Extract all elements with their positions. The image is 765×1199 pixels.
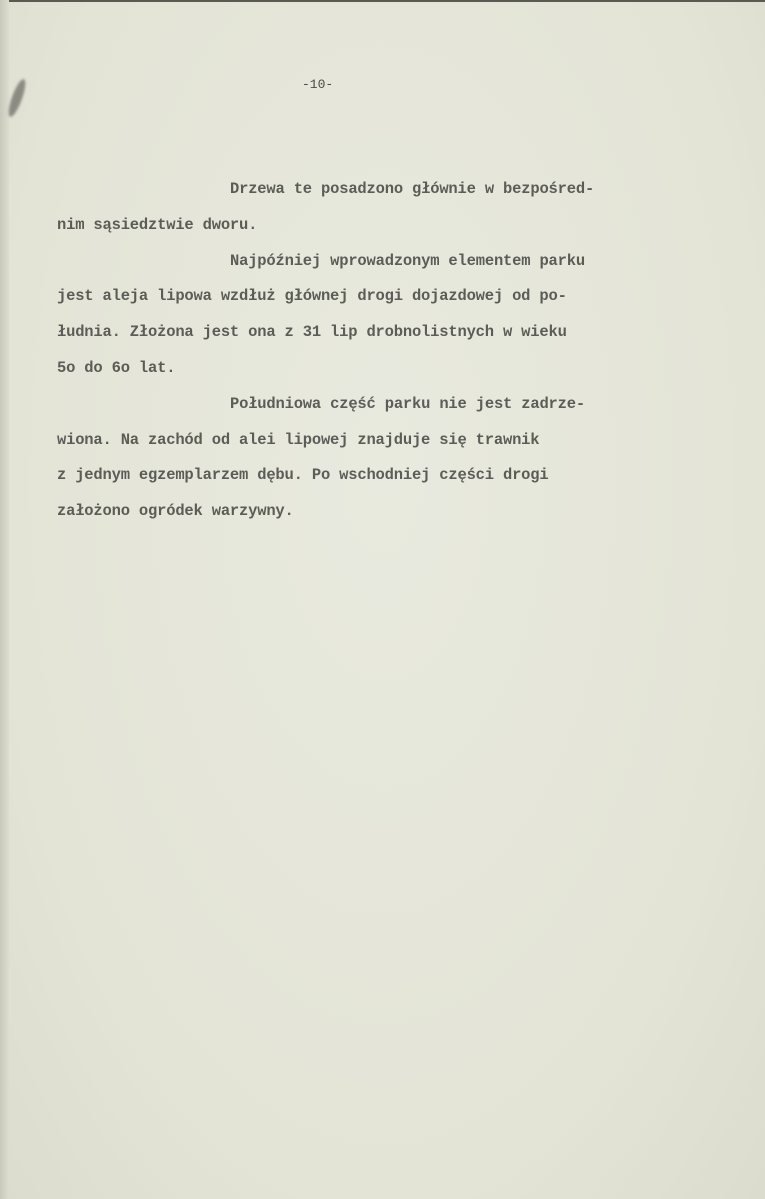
text-line: Południowa część parku nie jest zadrze- (230, 394, 585, 413)
text-line: nim sąsiedztwie dworu. (57, 215, 258, 234)
text-line: jest aleja lipowa wzdłuż głównej drogi dojazdowej od po- (57, 287, 567, 306)
text-line: wiona. Na zachód od alei lipowej znajduje się trawnik (57, 430, 540, 449)
text-line: z jednym egzemplarzem dębu. Po wschodniej części drogi (57, 466, 549, 485)
scan-top-edge (0, 0, 765, 2)
body-text (57, 172, 657, 530)
text-line: 5o do 6o lat. (57, 358, 176, 377)
page-number: -10- (302, 77, 334, 92)
paragraph-3 (57, 387, 657, 530)
text-line: łudnia. Złożona jest ona z 31 lip drobnolistnych w wieku (57, 323, 567, 342)
text-line: założono ogródek warzywny. (57, 502, 294, 521)
paragraph-2 (57, 244, 657, 387)
paragraph-1 (57, 172, 657, 244)
scan-left-edge (0, 0, 9, 1199)
text-line: Najpóźniej wprowadzonym elementem parku (230, 251, 585, 270)
text-line: Drzewa te posadzono głównie w bezpośred- (230, 180, 595, 198)
